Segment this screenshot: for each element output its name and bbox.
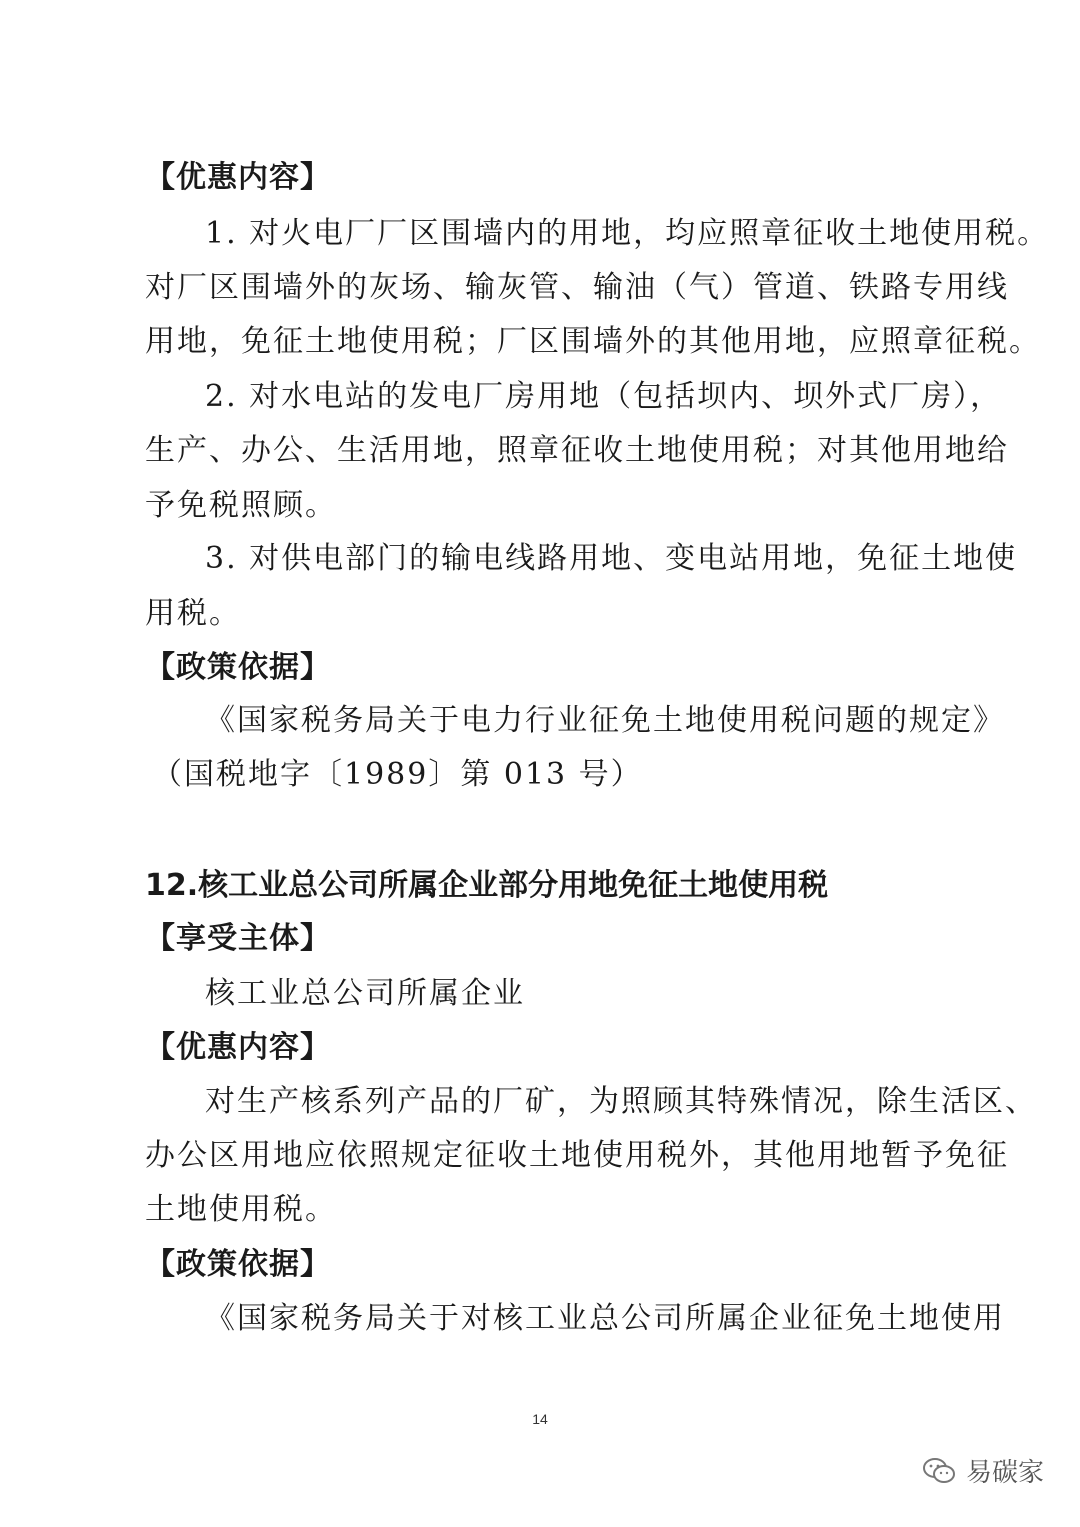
paragraph-line: 对生产核系列产品的厂矿，为照顾其特殊情况，除生活区、 xyxy=(205,1084,1037,1119)
paragraph-line: （国税地字〔1989〕第 013 号） xyxy=(152,757,643,792)
paragraph-line: 1. 对火电厂厂区围墙内的用地，均应照章征收土地使用税。 xyxy=(205,216,1050,251)
heading-preferential-content: 【优惠内容】 xyxy=(145,160,331,195)
paragraph-line: 用税。 xyxy=(145,596,241,631)
paragraph-line: 对厂区围墙外的灰场、输灰管、输油（气）管道、铁路专用线 xyxy=(145,270,1009,305)
paragraph-line: 用地，免征土地使用税；厂区围墙外的其他用地，应照章征税。 xyxy=(145,324,1041,359)
paragraph-line: 土地使用税。 xyxy=(145,1192,337,1227)
heading-beneficiary: 【享受主体】 xyxy=(145,921,331,956)
page-number: 14 xyxy=(532,1411,548,1427)
watermark-text: 易碳家 xyxy=(965,1458,1044,1488)
heading-policy-basis: 【政策依据】 xyxy=(145,1247,331,1282)
paragraph-line: 2. 对水电站的发电厂房用地（包括坝内、坝外式厂房）， xyxy=(205,379,1003,414)
paragraph-line: 《国家税务局关于对核工业总公司所属企业征免土地使用 xyxy=(205,1301,1005,1336)
paragraph-line: 办公区用地应依照规定征收土地使用税外，其他用地暂予免征 xyxy=(145,1138,1009,1173)
paragraph-line: 予免税照顾。 xyxy=(145,488,337,523)
wechat-icon xyxy=(922,1457,956,1485)
heading-preferential-content: 【优惠内容】 xyxy=(145,1030,331,1065)
watermark xyxy=(922,1452,1044,1489)
paragraph-line: 核工业总公司所属企业 xyxy=(205,976,525,1011)
paragraph-line: 《国家税务局关于电力行业征免土地使用税问题的规定》 xyxy=(205,703,1005,738)
heading-policy-basis: 【政策依据】 xyxy=(145,650,331,685)
paragraph-line: 3. 对供电部门的输电线路用地、变电站用地，免征土地使 xyxy=(205,541,1018,576)
paragraph-line: 生产、办公、生活用地，照章征收土地使用税；对其他用地给 xyxy=(145,433,1009,468)
section-title: 12.核工业总公司所属企业部分用地免征土地使用税 xyxy=(145,868,829,903)
